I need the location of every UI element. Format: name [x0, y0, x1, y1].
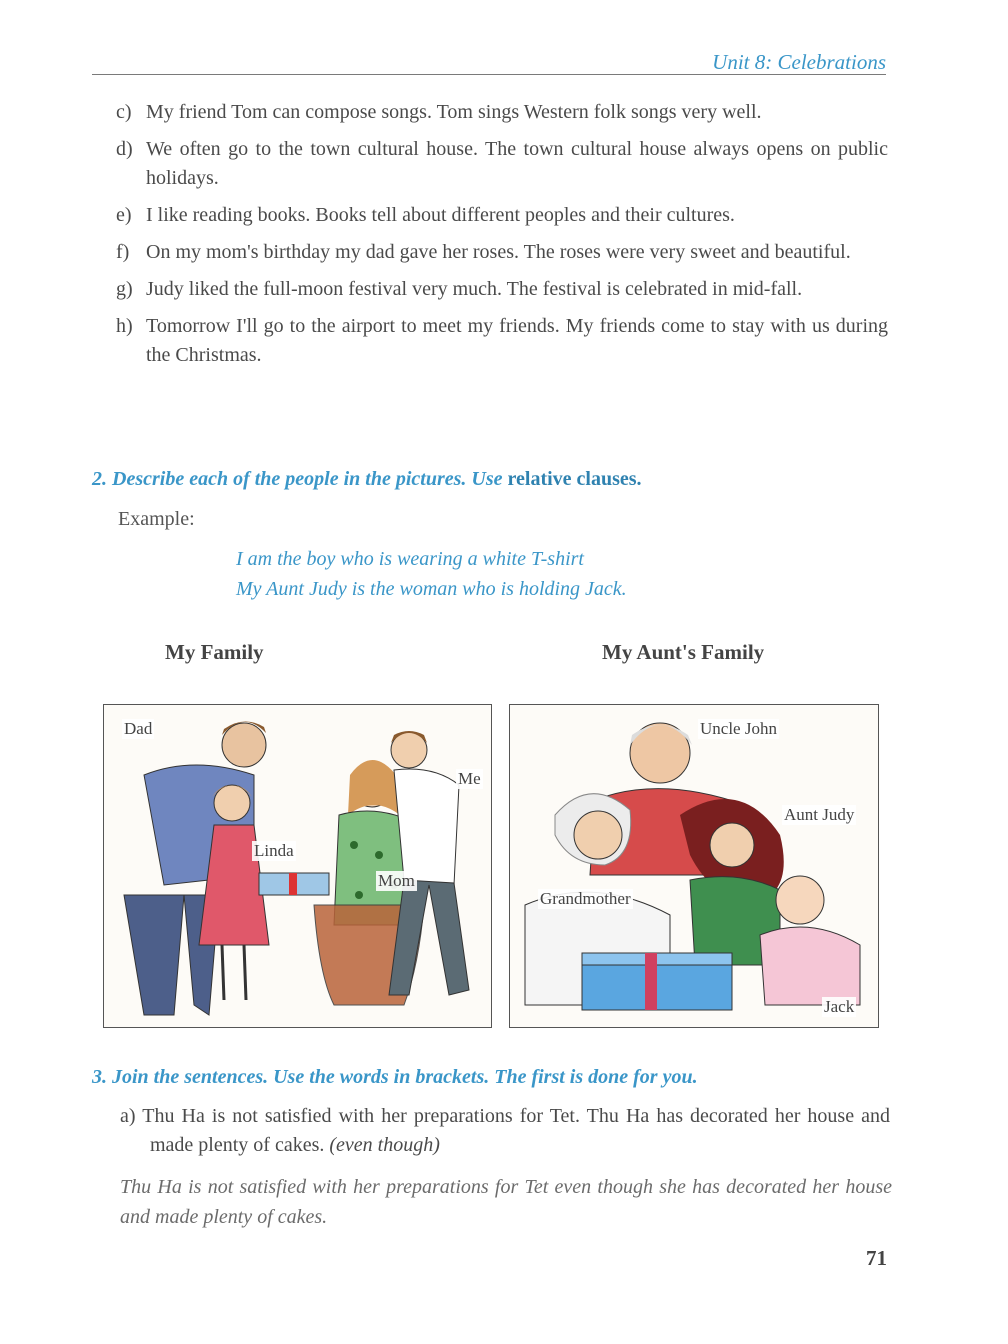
example-line: I am the boy who is wearing a white T-shirt	[236, 548, 584, 570]
item-text: Judy liked the full-moon festival very much. The festival is celebrated in mid-fall.	[146, 278, 803, 300]
exercise-item	[116, 98, 888, 127]
heading-main: 2. Describe each of the people in the pictures. Use	[92, 468, 503, 490]
heading-emphasis: relative clauses.	[507, 468, 642, 490]
label-me: Me	[458, 769, 481, 788]
label-mom: Mom	[378, 871, 415, 890]
item-bracket: (even though)	[329, 1134, 440, 1156]
item-text: I like reading books. Books tell about different peoples and their cultures.	[146, 204, 735, 226]
exercise-3-heading: 3. Join the sentences. Use the words in brackets. The first is done for you.	[92, 1066, 698, 1088]
exercise-item	[116, 312, 888, 370]
exercise-3-item	[120, 1102, 890, 1160]
exercise-1-list	[116, 98, 888, 378]
item-label: a)	[120, 1105, 136, 1127]
exercise-2-heading	[92, 468, 642, 491]
picture-title-aunts-family: My Aunt's Family	[602, 640, 765, 664]
item-label: f)	[116, 241, 130, 263]
picture-title-my-family: My Family	[165, 640, 264, 664]
label-linda: Linda	[254, 841, 294, 860]
item-text: My friend Tom can compose songs. Tom sings Western folk songs very well.	[146, 101, 762, 123]
item-label: c)	[116, 101, 132, 123]
item-text: We often go to the town cultural house. The town cultural house always opens on public holidays.	[146, 138, 888, 189]
label-uncle-john: Uncle John	[700, 719, 777, 738]
exercise-item	[116, 238, 888, 267]
my-family-picture	[103, 704, 492, 1028]
example-label: Example:	[118, 508, 195, 530]
page-number: 71	[866, 1246, 887, 1270]
item-text: On my mom's birthday my dad gave her roses. The roses were very sweet and beautiful.	[146, 241, 851, 263]
item-label: d)	[116, 138, 133, 160]
aunts-family-picture	[509, 704, 879, 1028]
label-grandmother: Grandmother	[540, 889, 631, 908]
label-aunt-judy: Aunt Judy	[784, 805, 855, 824]
aunts-family-illustration	[510, 705, 878, 1027]
running-head	[92, 50, 886, 75]
unit-title: Unit 8: Celebrations	[712, 50, 886, 74]
item-text: Tomorrow I'll go to the airport to meet my friends. My friends come to stay with us during the Christmas.	[146, 315, 888, 366]
item-label: h)	[116, 315, 133, 337]
label-dad: Dad	[124, 719, 153, 738]
family-illustration	[104, 705, 491, 1027]
example-line: My Aunt Judy is the woman who is holding Jack.	[236, 578, 627, 600]
example-answer: Thu Ha is not satisfied with her preparations for Tet even though she has decorated her house and made plenty of cakes.	[120, 1176, 892, 1228]
item-text: Thu Ha is not satisfied with her preparations for Tet. Thu Ha has decorated her house and made plenty of cakes.	[142, 1105, 891, 1156]
label-jack: Jack	[824, 997, 855, 1016]
exercise-item	[116, 135, 888, 193]
item-label: g)	[116, 278, 133, 300]
exercise-item	[116, 201, 888, 230]
exercise-item	[116, 275, 888, 304]
item-label: e)	[116, 204, 132, 226]
